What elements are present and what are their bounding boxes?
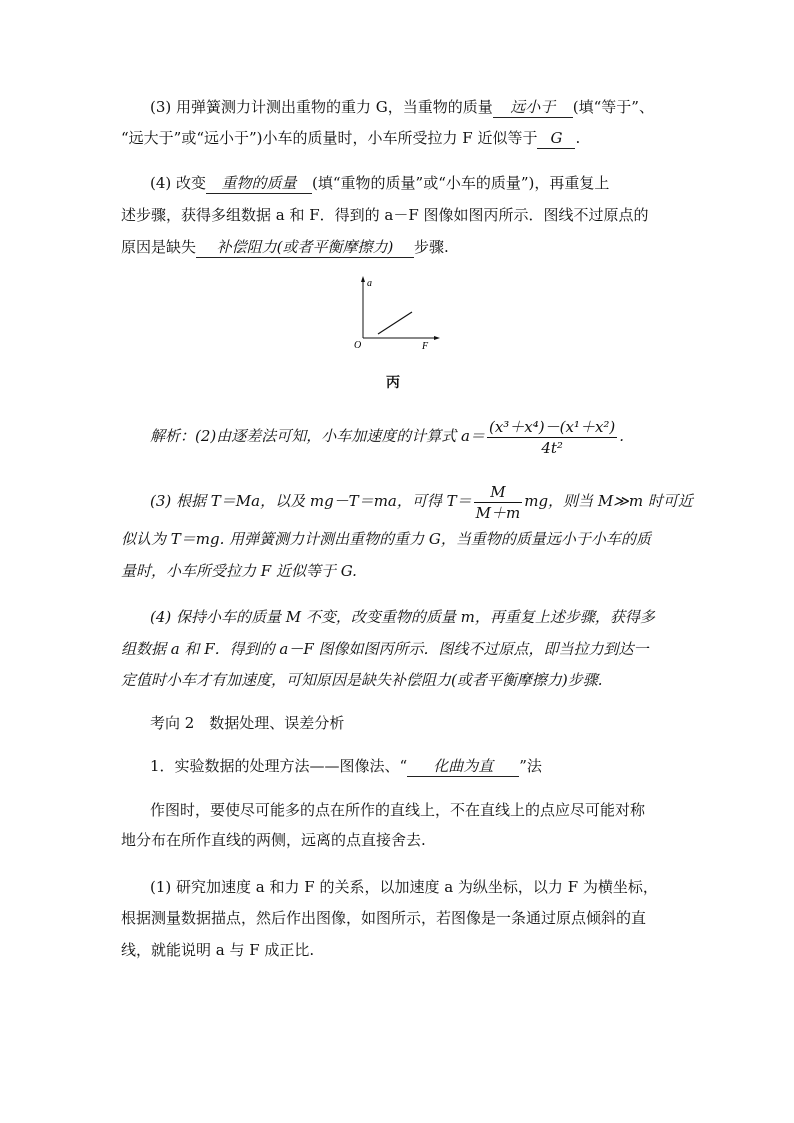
answer-blank-friction: 补偿阻力(或者平衡摩擦力) (196, 237, 414, 258)
q3-line-2 (121, 127, 580, 149)
formula-denominator: M＋m (475, 503, 521, 522)
item-1 (150, 755, 542, 777)
answer-blank-far-less: 远小于 (493, 97, 573, 118)
analysis-text: 解析：(2)由逐差法可知，小车加速度的计算式 a＝ (150, 427, 485, 445)
a4-line-3: 定值时小车才有加速度，可知原因是缺失补偿阻力(或者平衡摩擦力)步骤. (121, 671, 603, 689)
q3-line-1 (150, 96, 654, 118)
formula-denominator: 4t² (541, 438, 563, 457)
q4-line-3 (121, 236, 449, 258)
figure-caption: 丙 (386, 375, 400, 391)
section-heading: 考向 2 数据处理、误差分析 (150, 714, 345, 732)
a4-line-2: 组数据 a 和 F．得到的 a－F 图像如图丙所示．图线不过原点，即当拉力到达一 (121, 640, 649, 658)
analysis-text: . (619, 427, 625, 445)
para-1-line-2: 地分布在所作直线的两侧，远离的点直接舍去. (121, 831, 426, 849)
q3-text: “远大于”或“远小于”)小车的质量时，小车所受拉力 F 近似等于 (121, 129, 538, 147)
a-f-graph (350, 274, 450, 354)
q4-line-1 (150, 172, 609, 194)
x-axis-label: F (422, 341, 429, 352)
x-axis-arrow (434, 336, 440, 340)
q4-text: 原因是缺失 (121, 238, 197, 256)
para-2-line-3: 线，就能说明 a 与 F 成正比. (121, 941, 315, 959)
acceleration-formula (487, 417, 617, 458)
formula-numerator: (x³＋x⁴)－(x¹＋x²) (488, 417, 616, 436)
q4-text: (4) 改变 (150, 174, 207, 192)
a3-text: mg，则当 M≫m 时可近 (524, 492, 693, 510)
formula-numerator: M (474, 482, 523, 503)
item-1-text: ”法 (519, 757, 542, 775)
q4-text: 步骤. (414, 238, 449, 256)
q3-text: . (575, 129, 581, 147)
q3-text: (填“等于”、 (572, 98, 654, 116)
y-axis-label: a (367, 278, 372, 289)
answer-blank-g: G (537, 128, 575, 149)
q3-text: (3) 用弹簧测力计测出重物的重力 G，当重物的质量 (150, 98, 493, 116)
a3-line-1 (150, 479, 693, 523)
analysis-line (150, 414, 624, 458)
para-2-line-1: (1) 研究加速度 a 和力 F 的关系，以加速度 a 为纵坐标，以力 F 为横坐标， (150, 878, 658, 896)
a3-text: (3) 根据 T＝Ma，以及 mg－T＝ma，可得 T＝ (150, 492, 472, 510)
item-1-text: 1．实验数据的处理方法——图像法、“ (150, 757, 408, 775)
a3-line-3: 量时，小车所受拉力 F 近似等于 G. (121, 562, 357, 580)
answer-blank-mass: 重物的质量 (206, 173, 312, 194)
data-line (378, 312, 412, 334)
q4-text: (填“重物的质量”或“小车的质量”)，再重复上 (312, 174, 610, 192)
para-1-line-1: 作图时，要使尽可能多的点在所作的直线上，不在直线上的点应尽可能对称 (150, 801, 646, 819)
a4-line-1: (4) 保持小车的质量 M 不变，改变重物的质量 m，再重复上述步骤，获得多 (150, 608, 655, 626)
tension-formula (474, 482, 523, 523)
a3-line-2: 似认为 T＝mg. 用弹簧测力计测出重物的重力 G，当重物的质量远小于小车的质 (121, 530, 651, 548)
answer-blank-straighten: 化曲为直 (407, 756, 519, 777)
q4-line-2: 述步骤，获得多组数据 a 和 F．得到的 a－F 图像如图丙所示．图线不过原点的 (121, 206, 649, 224)
y-axis-arrow (361, 276, 365, 282)
para-2-line-2: 根据测量数据描点，然后作出图像，如图所示，若图像是一条通过原点倾斜的直 (121, 909, 647, 927)
origin-label: O (354, 340, 362, 351)
